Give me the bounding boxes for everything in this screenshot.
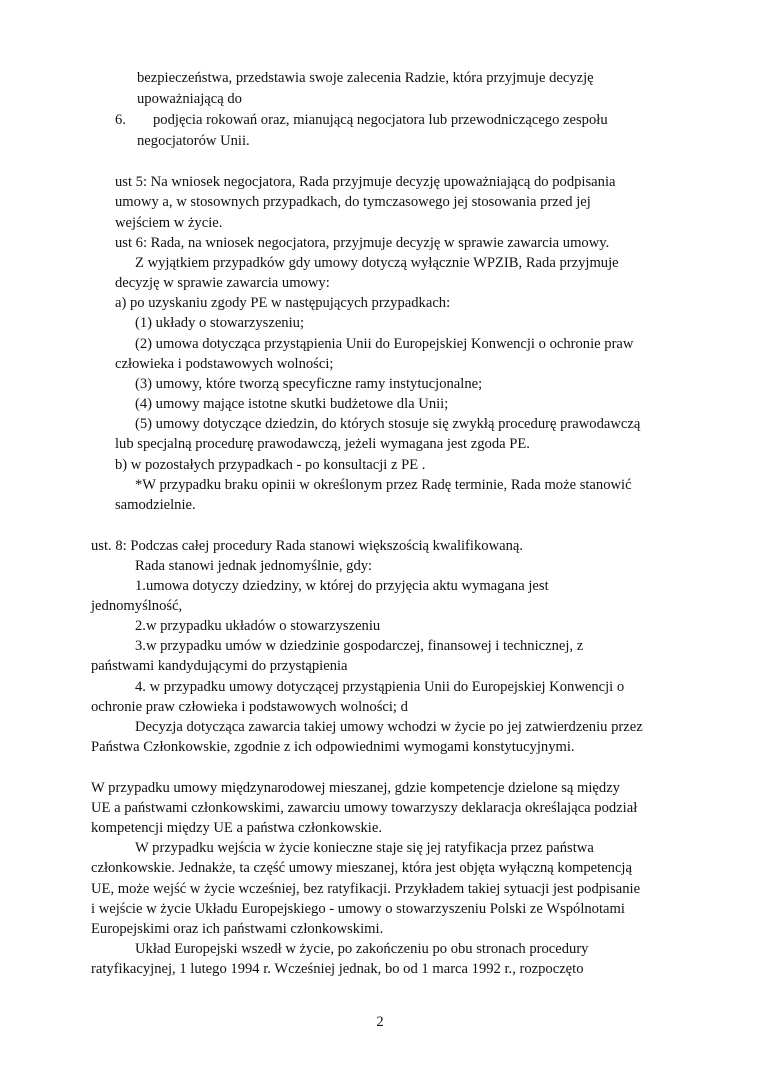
text-line: W przypadku umowy międzynarodowej mieszanej, gdzie kompetencje dzielone są między bbox=[91, 780, 620, 796]
text-line: Państwa Członkowskie, zgodnie z ich odpowiednimi wymogami konstytucyjnymi. bbox=[91, 739, 575, 755]
text-line: b) w pozostałych przypadkach - po konsultacji z PE . bbox=[115, 457, 426, 473]
text-line: decyzję w sprawie zawarcia umowy: bbox=[115, 275, 330, 291]
text-line: UE a państwami członkowskimi, zawarciu umowy towarzyszy deklaracja określająca podział bbox=[91, 800, 638, 816]
text-line: UE, może wejść w życie wcześniej, bez ratyfikacji. Przykładem takiej sytuacji jest podpisanie bbox=[91, 881, 641, 897]
text-line: samodzielnie. bbox=[115, 497, 196, 513]
text-line: ochronie praw człowieka i podstawowych wolności; d bbox=[91, 699, 408, 715]
text-line: podjęcia rokowań oraz, mianującą negocjatora lub przewodniczącego zespołu bbox=[153, 112, 608, 128]
text-line: członkowskie. Jednakże, ta część umowy mieszanej, która jest objęta wyłączną kompetencją bbox=[91, 860, 632, 876]
text-line: 1.umowa dotyczy dziedziny, w której do przyjęcia aktu wymagana jest bbox=[135, 578, 549, 594]
list-number: 6. bbox=[115, 112, 126, 128]
text-line: Układ Europejski wszedł w życie, po zakończeniu po obu stronach procedury bbox=[135, 941, 589, 957]
text-line: 2.w przypadku układów o stowarzyszeniu bbox=[135, 618, 381, 634]
text-line: bezpieczeństwa, przedstawia swoje zalecenia Radzie, która przyjmuje decyzję bbox=[137, 70, 594, 86]
text-line: ust 5: Na wniosek negocjatora, Rada przyjmuje decyzję upoważniającą do podpisania bbox=[115, 174, 616, 190]
text-line: (4) umowy mające istotne skutki budżetowe dla Unii; bbox=[135, 396, 449, 412]
text-line: państwami kandydującymi do przystąpienia bbox=[91, 658, 348, 674]
text-line: W przypadku wejścia w życie konieczne staje się jej ratyfikacja przez państwa bbox=[135, 840, 594, 856]
text-line: Decyzja dotycząca zawarcia takiej umowy wchodzi w życie po jej zatwierdzeniu przez bbox=[135, 719, 643, 735]
text-line: Z wyjątkiem przypadków gdy umowy dotyczą wyłącznie WPZIB, Rada przyjmuje bbox=[135, 255, 619, 271]
text-line: kompetencji między UE a państwa członkowskie. bbox=[91, 820, 382, 836]
text-line: upoważniającą do bbox=[137, 91, 242, 107]
text-line: wejściem w życie. bbox=[115, 215, 223, 231]
text-line: ust 6: Rada, na wniosek negocjatora, przyjmuje decyzję w sprawie zawarcia umowy. bbox=[115, 235, 610, 251]
text-line: a) po uzyskaniu zgody PE w następujących przypadkach: bbox=[115, 295, 451, 311]
text-line: człowieka i podstawowych wolności; bbox=[115, 356, 334, 372]
text-line: lub specjalną procedurę prawodawczą, jeżeli wymagana jest zgoda PE. bbox=[115, 436, 530, 452]
text-line: ratyfikacyjnej, 1 lutego 1994 r. Wcześniej jednak, bo od 1 marca 1992 r., rozpoczęto bbox=[91, 961, 584, 977]
text-line: (5) umowy dotyczące dziedzin, do których stosuje się zwykłą procedurę prawodawczą bbox=[135, 416, 641, 432]
text-line: 4. w przypadku umowy dotyczącej przystąpienia Unii do Europejskiej Konwencji o bbox=[135, 679, 625, 695]
text-line: 3.w przypadku umów w dziedzinie gospodarczej, finansowej i technicznej, z bbox=[135, 638, 584, 654]
text-line: ust. 8: Podczas całej procedury Rada stanowi większością kwalifikowaną. bbox=[91, 538, 524, 554]
text-line: umowy a, w stosownych przypadkach, do tymczasowego jej stosowania przed jej bbox=[115, 194, 591, 210]
text-line: (1) układy o stowarzyszeniu; bbox=[135, 315, 304, 331]
text-line: *W przypadku braku opinii w określonym przez Radę terminie, Rada może stanowić bbox=[135, 477, 632, 493]
text-line: (2) umowa dotycząca przystąpienia Unii do Europejskiej Konwencji o ochronie praw bbox=[135, 336, 634, 352]
text-line: Rada stanowi jednak jednomyślnie, gdy: bbox=[135, 558, 373, 574]
text-line: negocjatorów Unii. bbox=[137, 133, 250, 149]
text-line: (3) umowy, które tworzą specyficzne ramy instytucjonalne; bbox=[135, 376, 483, 392]
page-number: 2 bbox=[376, 1014, 384, 1030]
text-line: Europejskimi oraz ich państwami członkowskimi. bbox=[91, 921, 384, 937]
text-line: i wejście w życie Układu Europejskiego - umowy o stowarzyszeniu Polski ze Wspólnotami bbox=[91, 901, 625, 917]
text-line: jednomyślność, bbox=[91, 598, 183, 614]
